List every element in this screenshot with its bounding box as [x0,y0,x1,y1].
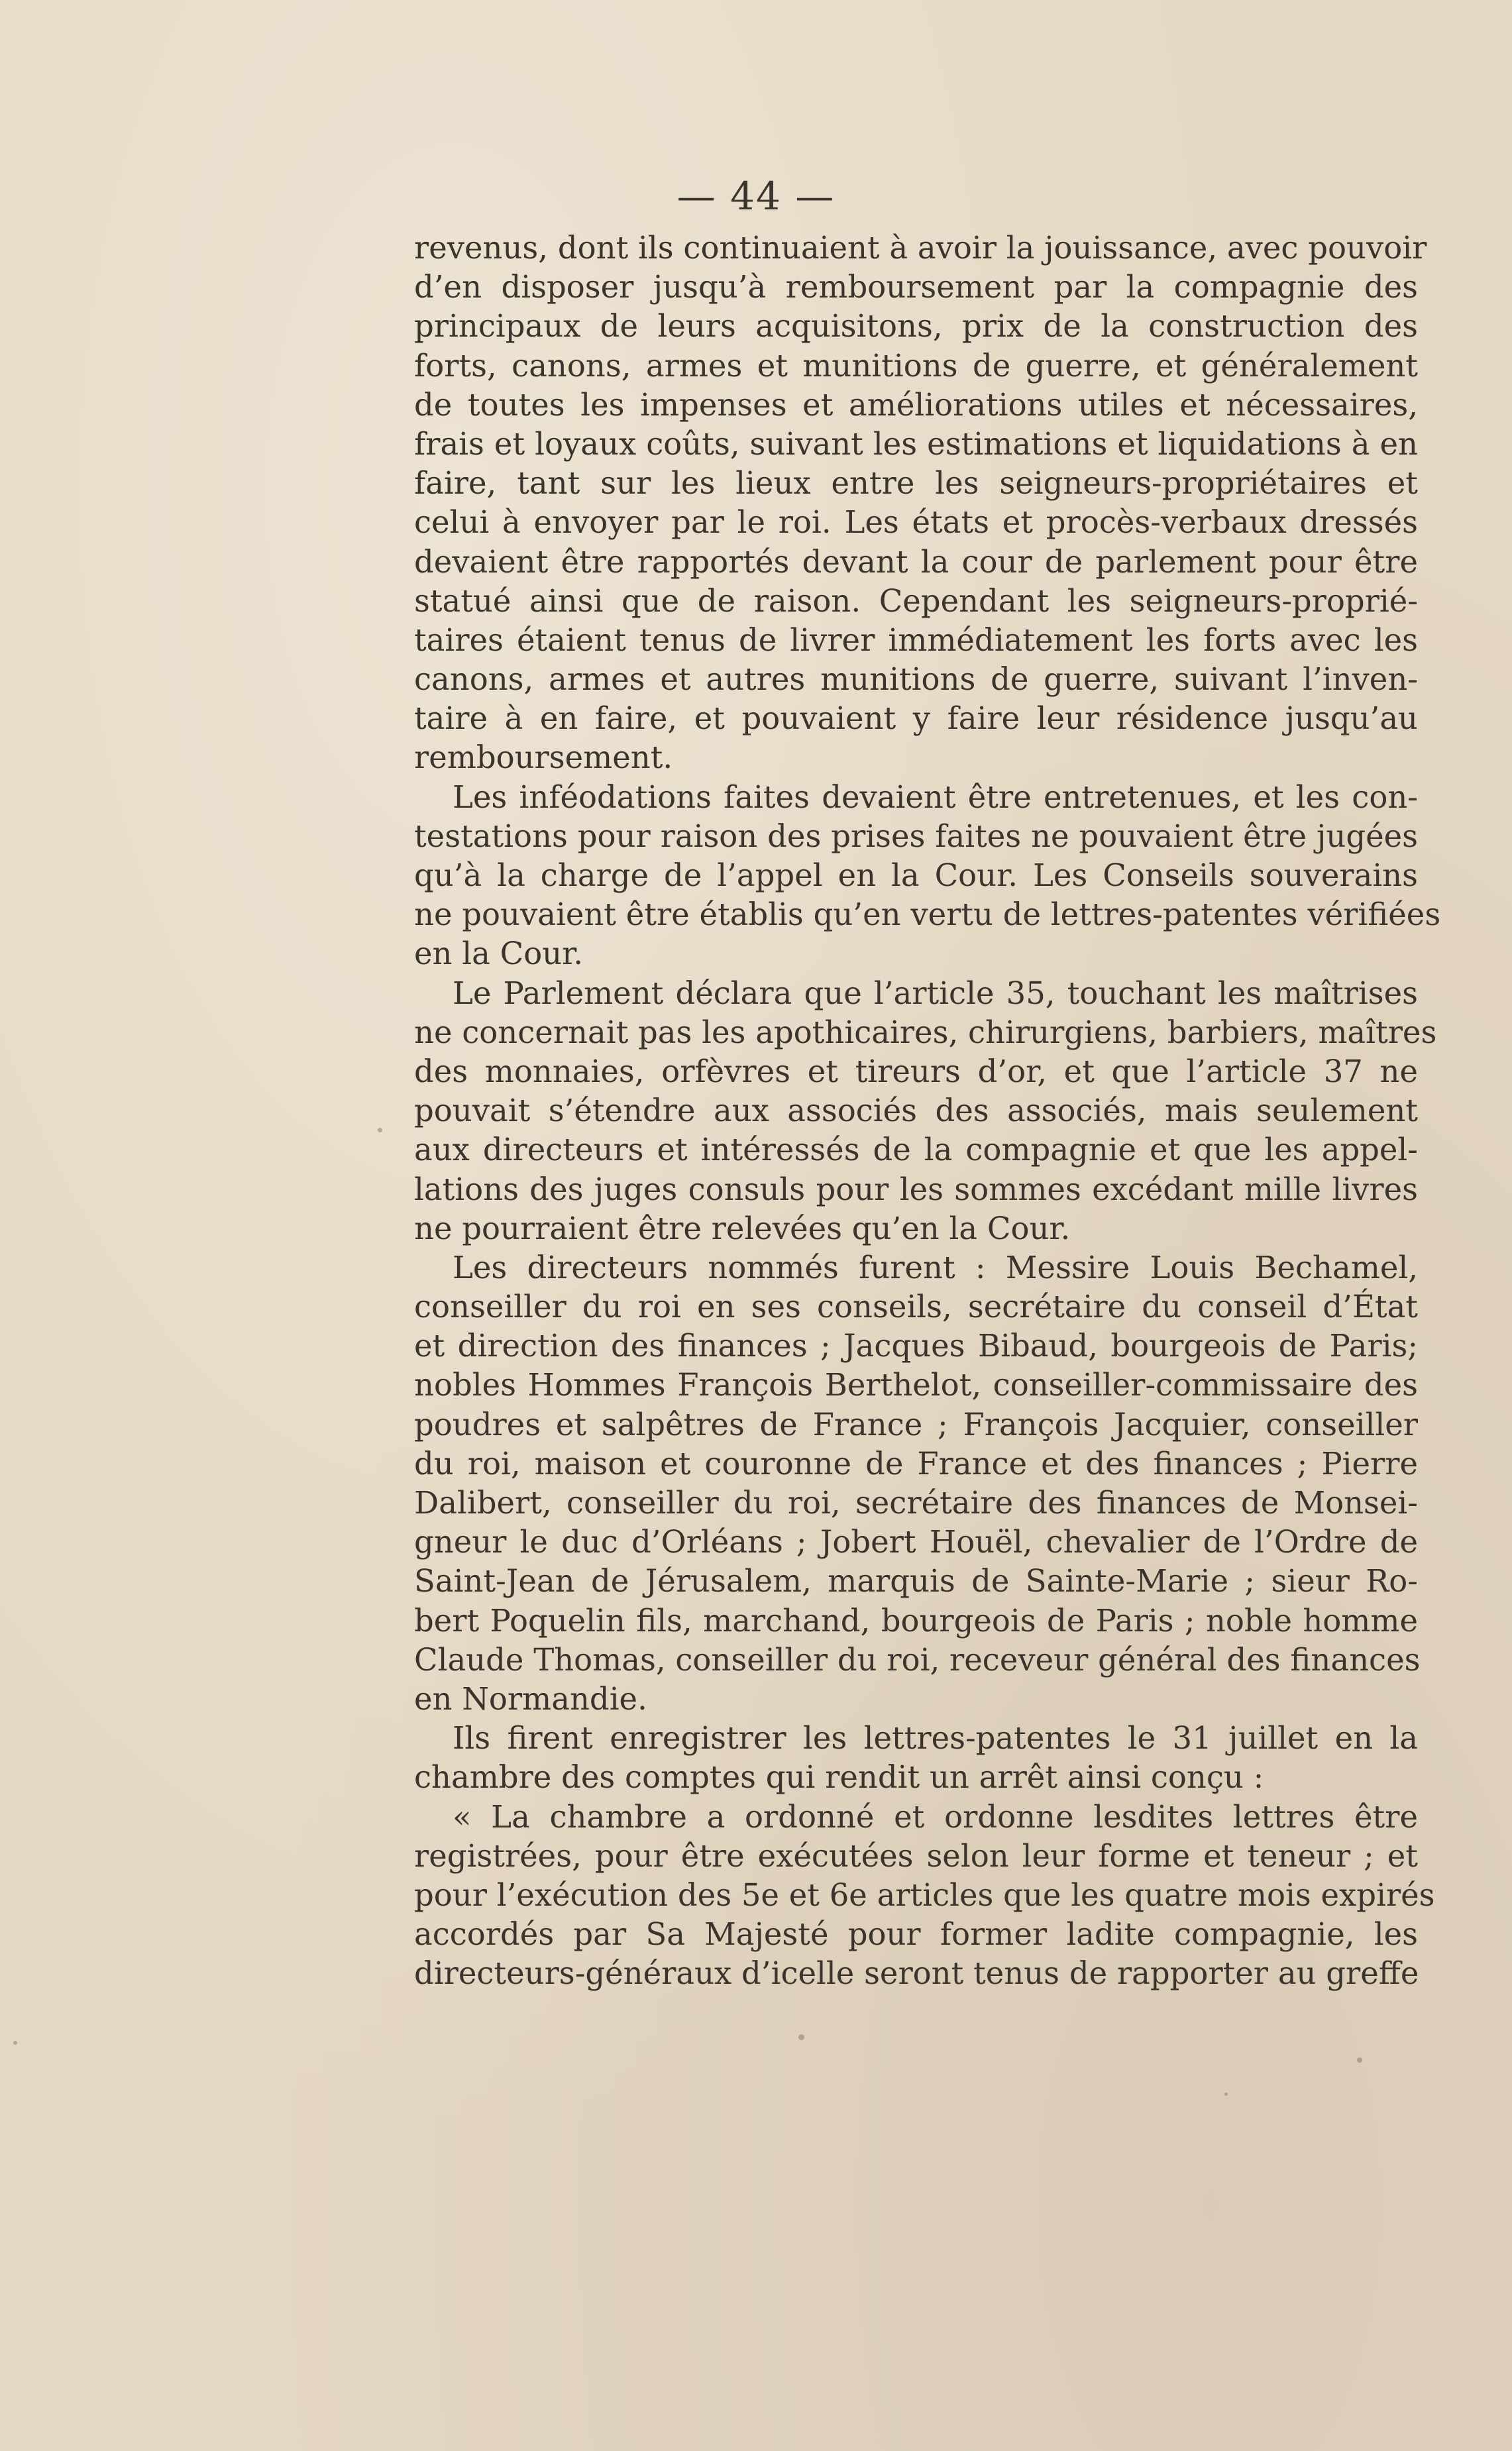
text-line: chambre des comptes qui rendit un arrêt ainsi conçu : [414,1759,1264,1796]
text-line: Ils firent enregistrer les lettres-patentes le 31 juillet en la [453,1720,1418,1757]
text-line: celui à envoyer par le roi. Les états et procès-verbaux dressés [414,504,1418,541]
paper-speck [798,2034,804,2040]
text-line: principaux de leurs acquisitons, prix de la construction des [414,308,1418,345]
text-line: aux directeurs et intéressés de la compagnie et que les appel- [414,1132,1418,1168]
text-line: « La chambre a ordonné et ordonne lesdites lettres être [453,1798,1418,1835]
text-line: en la Cour. [414,936,584,972]
text-line: taire à en faire, et pouvaient y faire leur résidence jusqu’au [414,700,1418,737]
text-line: pour l’exécution des 5e et 6e articles que les quatre mois expirés [414,1877,1435,1913]
paper-speck [1357,2057,1362,2063]
body-text [414,229,1441,1993]
text-line: taires étaient tenus de livrer immédiatement les forts avec les [414,622,1418,658]
text-line: testations pour raison des prises faites ne pouvaient être jugées [414,818,1418,854]
paper-speck [13,2041,17,2045]
text-line: registrées, pour être exécutées selon leur forme et teneur ; et [414,1837,1418,1874]
text-line: et direction des finances ; Jacques Bibaud, bourgeois de Paris; [414,1328,1418,1364]
text-line: lations des juges consuls pour les sommes excédant mille livres [414,1171,1418,1207]
text-line: d’en disposer jusqu’à remboursement par la compagnie des [414,269,1418,305]
text-line: qu’à la charge de l’appel en la Cour. Les Conseils souverains [414,857,1418,893]
text-line: remboursement. [414,739,673,776]
text-line: Dalibert, conseiller du roi, secrétaire des finances de Monsei- [414,1485,1418,1521]
text-line: Les inféodations faites devaient être entretenues, et les con- [453,779,1418,815]
text-line: Claude Thomas, conseiller du roi, receveur général des finances [414,1641,1421,1678]
text-line: en Normandie. [414,1680,647,1717]
text-line: poudres et salpêtres de France ; François Jacquier, conseiller [414,1406,1418,1443]
text-line: revenus, dont ils continuaient à avoir la jouissance, avec pouvoir [414,230,1427,266]
text-line: statué ainsi que de raison. Cependant les seigneurs-proprié- [414,582,1418,619]
text-line: frais et loyaux coûts, suivant les estimations et liquidations à en [414,425,1418,462]
text-line: conseiller du roi en ses conseils, secrétaire du conseil d’État [414,1289,1418,1325]
text-line: Saint-Jean de Jérusalem, marquis de Sainte-Marie ; sieur Ro- [414,1563,1418,1600]
text-line: forts, canons, armes et munitions de guerre, et généralement [414,347,1418,384]
text-line: nobles Hommes François Berthelot, conseiller-commissaire des [414,1367,1418,1403]
text-line: du roi, maison et couronne de France et des finances ; Pierre [414,1445,1418,1482]
text-line: pouvait s’étendre aux associés des associés, mais seulement [414,1093,1418,1129]
text-line: des monnaies, orfèvres et tireurs d’or, et que l’article 37 ne [414,1053,1418,1089]
text-line: ne pouvaient être établis qu’en vertu de lettres-patentes vérifiées [414,897,1441,933]
paper-speck [1224,2093,1228,2096]
text-line: Le Parlement déclara que l’article 35, touchant les maîtrises [453,975,1418,1011]
paper-speck [378,1128,382,1132]
text-line: gneur le duc d’Orléans ; Jobert Houël, chevalier de l’Ordre de [414,1524,1418,1560]
text-line: bert Poquelin fils, marchand, bourgeois de Paris ; noble homme [414,1602,1418,1639]
text-line: Les directeurs nommés furent : Messire Louis Bechamel, [453,1249,1418,1285]
text-line: ne concernait pas les apothicaires, chirurgiens, barbiers, maîtres [414,1014,1437,1050]
text-line: canons, armes et autres munitions de guerre, suivant l’inven- [414,661,1418,698]
text-line: accordés par Sa Majesté pour former ladite compagnie, les [414,1916,1418,1953]
text-line: de toutes les impenses et améliorations utiles et nécessaires, [414,386,1418,423]
text-line: faire, tant sur les lieux entre les seigneurs-propriétaires et [414,465,1418,502]
text-line: ne pourraient être relevées qu’en la Cour. [414,1210,1071,1246]
text-line: devaient être rapportés devant la cour de parlement pour être [414,543,1418,580]
text-line: directeurs-généraux d’icelle seront tenus de rapporter au greffe [414,1955,1419,1992]
page-number: — 44 — [676,174,836,219]
